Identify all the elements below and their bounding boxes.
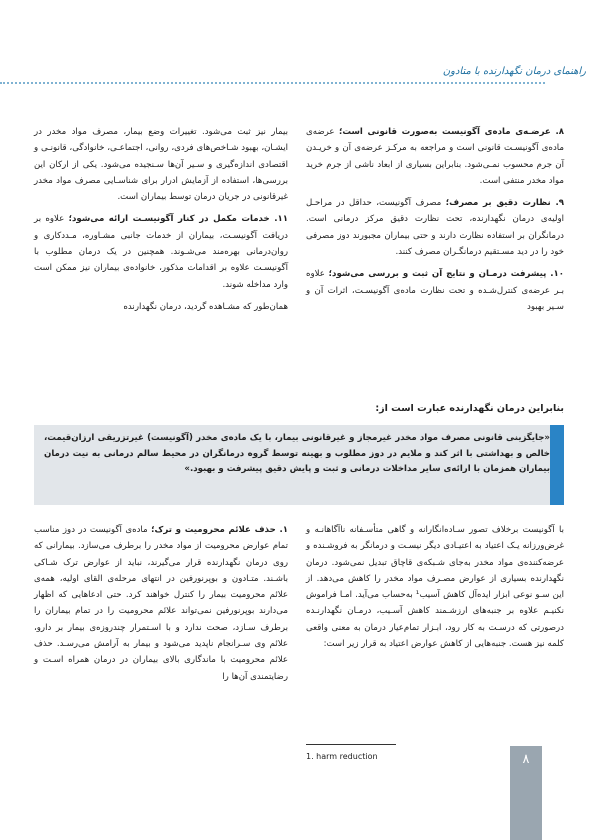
- definition-accent-bar: [550, 425, 564, 505]
- top-right-column: [306, 124, 564, 321]
- bottom-right-column: [306, 522, 564, 658]
- paragraph-withdrawal: ۱. حذف علائم محرومیت و ترک؛ ماده‌ی آگونیست در دوز مناسب تمام عوارض محرومیت از مواد مخدر را برطرف می‌سازد. بیمارانی که روی درمان نگهدارنده قرار می‌گیرند، نباید از عوارض ترک شـاکی باشـند. متـادون و بوپرنورفین در انتهای مرحله‌ی القای اولیه، همه‌ی علائم محرومیت بیمار را کنترل خواهند کرد. حتی ادعاهایی که اظهار می‌دارند بوپرنورفین نمی‌تواند علائم محرومیت را در تمام بیماران را برطرف سـازد، صحت ندارد و با اسـتمرار چندروزه‌ی بیمار بر دارو، علائم وی سـرانجام ناپدید می‌شود و بیمار به آرامش می‌رسـد. حذف علائم محرومیت با ماندگاری بالای بیماران در درمان همراه اسـت و رضایتمندی آن‌ها را: [34, 525, 288, 682]
- running-header-title: راهنمای درمان نگهدارنده با متادون: [442, 66, 586, 77]
- paragraph-summary: همان‌طور که مشـاهده گردید، درمان نگهدارنده: [123, 301, 288, 312]
- footnote: 1. harm reduction: [306, 752, 378, 761]
- top-left-column: [34, 124, 288, 321]
- paragraph-item-10: ۱۰. پیشرفت درمـان و نتایج آن ثبت و بررسی می‌شود؛ علاوه بـر عرضه‌ی کنترل‌شـده و تحت نظارت ماده‌ی آگونیسـت، اثرات آن و سـیر بهبود: [306, 269, 565, 312]
- header-dotted-rule: [0, 82, 545, 84]
- paragraph-item-11: ۱۱. خدمات مکمل در کنار آگونیسـت ارائه می‌شود؛ علاوه بر دریافت آگونیسـت، بیماران از خدمات جانبی مشـاوره، مـددکاری و روان‌درمانی بهره‌مند می‌شـوند. همچنین در یک درمان مطلوب با آگونیسـت علاوه بر اقدامات مذکور، خانواده‌ی بیماران نیز ممکن است وارد مداخله شوند.: [34, 214, 288, 290]
- bottom-left-column: [34, 522, 288, 691]
- definition-intro: بنابراین درمان نگهدارنده عبارت است از:: [375, 403, 564, 414]
- definition-box: «جایگزینی قانونی مصرف مواد مخدر غیرمجاز و غیرقانونی بیمار، با یک ماده‌ی مخدر (آگونیست) غیرتزریقی ارزان‌قیمت، خالص و بهداشتی با اثر کند و ملایم در دوز مطلوب و بهینه توسط گروه درمانگران در محیط سالم درمانی به نیت درمان بیماران همزمان با ارائه‌ی سایر مداخلات درمانی و ثبت و پایش دقیق پیشرفت و بهبود.»: [34, 425, 564, 505]
- paragraph-item-8: ۸. عرضـه‌ی ماده‌ی آگونیست به‌صورت قانونی است؛ عرضه‌ی ماده‌ی آگونیسـت قانونی است و مراجعه به مرکـز عرضه‌ی آن و خریـدن آن جرم محسوب نمـی‌شود. بنابراین بسیاری از ابعاد ناشی از جرم خرید مواد مخدر منتفی است.: [306, 127, 564, 186]
- page-number: ۸: [522, 752, 530, 767]
- paragraph-item-9: ۹. نظارت دقیق بر مصرف؛ مصرف آگونیست، حداقل در مراحـل اولیه‌ی درمان نگهدارنده، تحت نظارت دقیق مرکز درمانی است. درمانگران بر استفاده نظارت دارند و حتی بیماران مجبورند دوز مصرفی خود را در دید مسـتقیم درمانگـران مصرف کنند.: [306, 198, 565, 258]
- paragraph-harm-reduction: با آگونیست برخلاف تصور سـاده‌انگارانه و گاهی متأسـفانه ناآگاهانـه و غرض‌ورزانه یـک اعتیاد به اعتیـادی دیگر نیسـت و درمانگر به فروشـنده و عرضه‌کننده‌ی مواد مخدر به‌جای شـبکه‌ی قاچاق تبدیل نمی‌شود. درمان نگهدارنده بسیاری از عوارض مصـرف مواد مخدر را کاهش می‌دهد. از این سـو نوعی ابزار ایده‌آل کاهش آسیب¹ به‌حساب می‌آید. امـا فراموش نکنیـم علاوه بر جنبه‌های ارزشـمند کاهش آسـیب، درمـان نگهدارنـده درصورتی که درسـت به کار رود، ابـزار تمام‌عیار درمان به معنی واقعی کلمه نیز هست. جنبه‌هایی از کاهش عوارض اعتیاد به قرار زیر است:: [306, 525, 564, 650]
- paragraph-continued: بیمار نیز ثبت می‌شود. تغییرات وضع بیمار، مصرف مواد مخدر در ایشـان، بهبود شـاخص‌های فردی، روانی، اجتماعـی، خانوادگی، قانونـی و اقتصادی اندازه‌گیری و سـیر آن‌ها سـنجیده می‌شود. یکی از ارکان این بررسی‌ها، استفاده از آزمایش ادرار برای شناسـایی مصرف مواد مخدر غیرقانونی در جریان درمان توسط بیماران است.: [34, 127, 288, 203]
- footnote-rule: [306, 744, 396, 745]
